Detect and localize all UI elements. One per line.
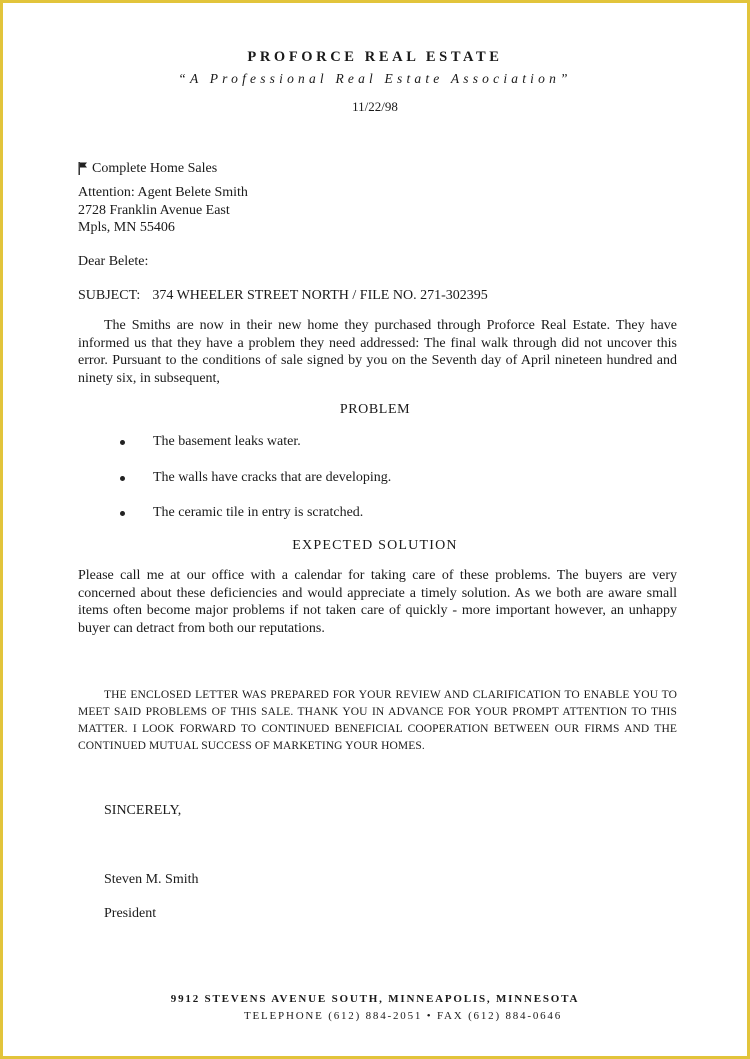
signer-name: Steven M. Smith [104, 872, 199, 887]
subject-value: 374 WHEELER STREET NORTH / FILE NO. 271-302395 [152, 288, 488, 303]
footer-phone: TELEPHONE (612) 884-2051 • FAX (612) 884-0646 [243, 1010, 563, 1022]
recipient-city: Mpls, MN 55406 [78, 220, 175, 235]
recipient-attention: Attention: Agent Belete Smith [78, 185, 248, 200]
problem-item-text: The walls have cracks that are developing. [153, 470, 392, 485]
subject-line [78, 287, 488, 305]
recipient-street: 2728 Franklin Avenue East [78, 202, 230, 218]
recipient-address [78, 184, 248, 237]
list-item [120, 433, 301, 451]
company-name: PROFORCE REAL ESTATE [247, 49, 503, 65]
closing-paragraph: THE ENCLOSED LETTER WAS PREPARED FOR YOUR REVIEW AND CLARIFICATION TO ENABLE YOU TO MEET SAID PROBLEMS OF THIS SALE. THANK YOU IN ADVANCE FOR YOUR PROMPT ATTENTION TO THIS MATTER. I LOOK FORWARD TO CONTINUED BENEFICIAL COOPERATION BETWEEN OUR FIRMS AND THE CONTINUED MUTUAL SUCCESS OF MARKETING YOUR HOMES. [78, 689, 677, 752]
letter-date: 11/22/98 [352, 99, 398, 114]
salutation: Dear Belete: [78, 254, 149, 269]
list-item [120, 504, 363, 522]
problem-item-text: The basement leaks water. [153, 434, 301, 449]
intro-paragraph: The Smiths are now in their new home they purchased through Proforce Real Estate. They have informed us that they have a problem they need addressed: The final walk through did not uncover this error. Pursuant to the conditions of sale signed by you on the Seventh day of April nineteen hundred and ninety six, in subsequent, [78, 318, 677, 386]
solution-paragraph: Please call me at our office with a calendar for taking care of these problems. The buyers are very concerned about these deficiencies and would appreciate a timely solution. As we both are aware small items often become major problems if not taken care of quickly - more important however, an unhappy buyer can detract from both our reputations. [78, 568, 677, 636]
subject-label: SUBJECT: [78, 288, 141, 303]
closing-salutation: SINCERELY, [104, 803, 182, 818]
bullet-icon [120, 440, 125, 445]
bullet-icon [120, 511, 125, 516]
flag-icon [78, 162, 88, 175]
problem-item-text: The ceramic tile in entry is scratched. [153, 505, 364, 520]
problem-heading: PROBLEM [339, 402, 411, 417]
solution-heading: EXPECTED SOLUTION [292, 538, 458, 553]
list-item [120, 469, 391, 487]
footer-address: 9912 STEVENS AVENUE SOUTH, MINNEAPOLIS, MINNESOTA [170, 993, 580, 1005]
recipient-company: Complete Home Sales [92, 161, 218, 176]
signer-title: President [104, 906, 157, 921]
recipient-company-line [78, 160, 217, 178]
bullet-icon [120, 476, 125, 481]
company-tagline: “A Professional Real Estate Association” [178, 71, 572, 86]
